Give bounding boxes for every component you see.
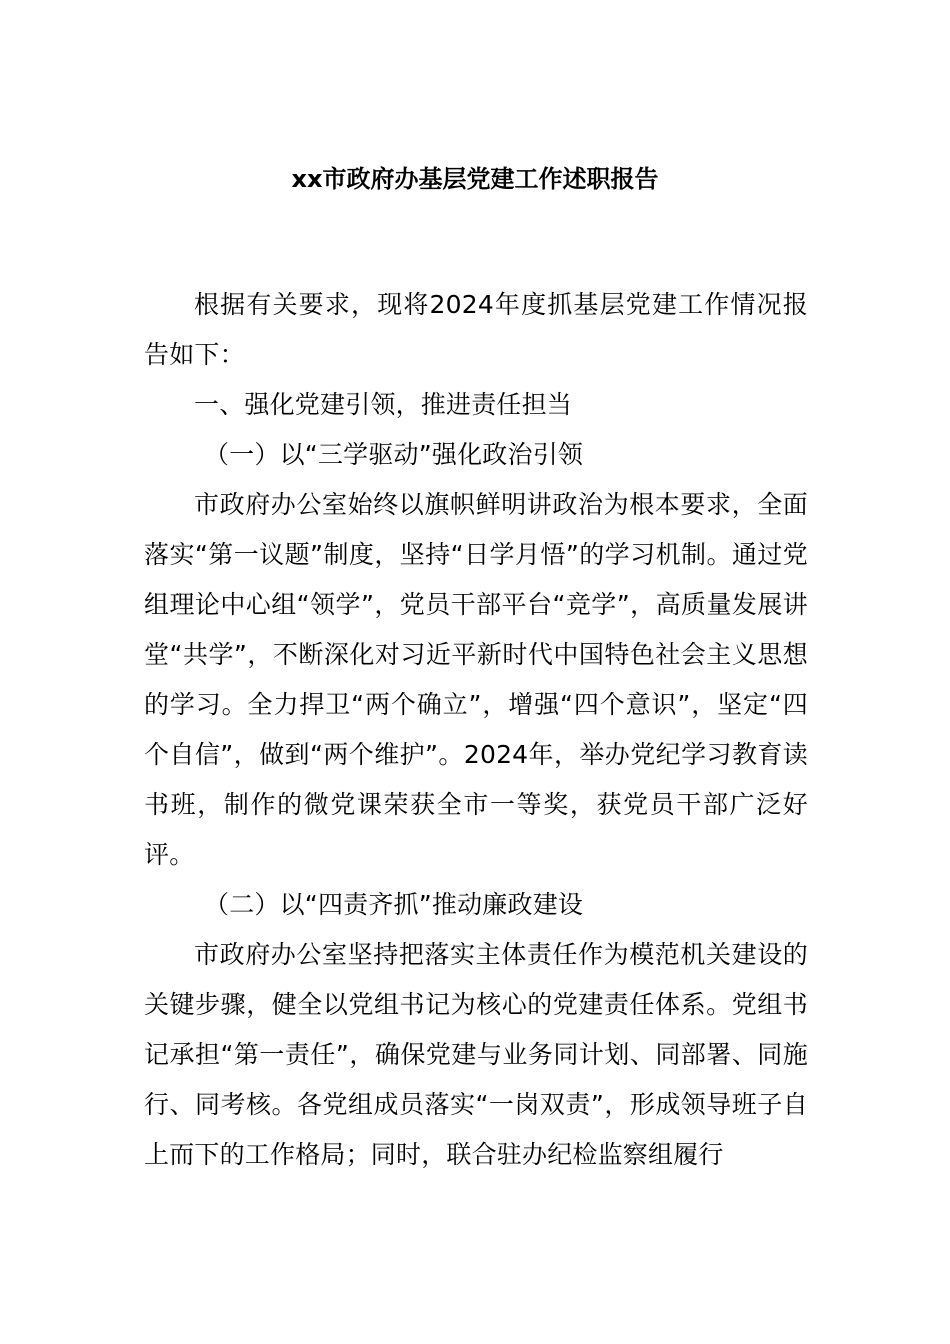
subsection-heading-2: （二）以“四责齐抓”推动廉政建设 [204, 890, 584, 919]
intro-paragraph: 根据有关要求，现将2024年度抓基层党建工作情况报告如下： [144, 290, 808, 369]
body-paragraph-2: 市政府办公室坚持把落实主体责任作为模范机关建设的关键步骤，健全以党组书记为核心的党建责任体系。党组书记承担“第一责任”，确保党建与业务同计划、同部署、同施行、同考核。各党组成员落实“一岗双责”，形成领导班子自上而下的工作格局；同时，联合驻办纪检监察组履行 [144, 940, 808, 1169]
subsection-heading-1: （一）以“三学驱动”强化政治引领 [204, 440, 584, 469]
section-heading-1: 一、强化党建引领，推进责任担当 [194, 390, 573, 419]
body-paragraph-1: 市政府办公室始终以旗帜鲜明讲政治为根本要求，全面落实“第一议题”制度，坚持“日学月悟”的学习机制。通过党组理论中心组“领学”，党员干部平台“竞学”，高质量发展讲堂“共学”，不断深化对习近平新时代中国特色社会主义思想的学习。全力捍卫“两个确立”，增强“四个意识”，坚定“四个自信”，做到“两个维护”。2024年，举办党纪学习教育读书班，制作的微党课荣获全市一等奖，获党员干部广泛好评。 [144, 490, 808, 869]
document-title: xx市政府办基层党建工作述职报告 [291, 165, 659, 193]
document-body [144, 280, 808, 1180]
